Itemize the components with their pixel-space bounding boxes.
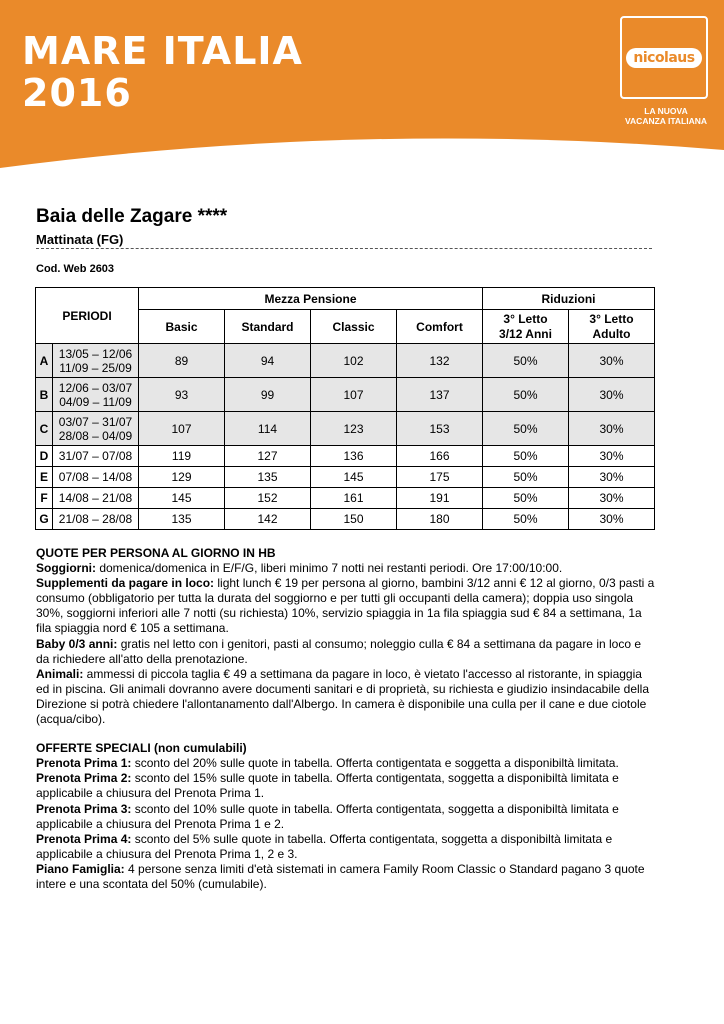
offer-prenota-prima-4: [36, 832, 656, 862]
column-header: Classic: [311, 310, 397, 344]
table-row: [36, 412, 655, 446]
price-cell: 153: [397, 412, 483, 446]
period-range: 28/08 – 04/09: [58, 428, 133, 443]
price-cell: 89: [139, 344, 225, 378]
note-label: Soggiorni:: [36, 561, 96, 576]
offer-label: Piano Famiglia:: [36, 861, 125, 876]
period-dates: [53, 344, 139, 378]
period-letter: D: [36, 446, 53, 467]
period-letter: B: [36, 378, 53, 412]
offer-label: Prenota Prima 3:: [36, 801, 132, 816]
price-cell: 127: [225, 446, 311, 467]
offer-text: sconto del 20% sulle quote in tabella. Offerta contigentata e soggetta a disponibiltà limitata.: [131, 756, 619, 771]
note-label: Supplementi da pagare in loco:: [36, 576, 215, 591]
price-cell: 166: [397, 446, 483, 467]
period-range: 14/08 – 21/08: [58, 491, 133, 505]
note-text: light lunch € 19 per persona al giorno, bambini 3/12 anni € 12 al giorno, 0/3 pasti a consumo (obbligatorio per tutta la durata del soggiorno e per tutti gli occupanti della camera); doppia uso singola 30%, soggiorni inferiori alle 7 notti (su richiesta) 10%, servizio spiaggia in 1a fila spiaggia sud € 84 a settimana, 1a fila spiaggia nord € 105 a settimana.: [36, 576, 655, 636]
offer-prenota-prima-2: [36, 771, 656, 801]
mezza-pensione-header: Mezza Pensione: [139, 288, 483, 310]
table-row: [36, 488, 655, 509]
note-text: domenica/domenica in E/F/G, liberi minimo 7 notti nei restanti periodi. Ore 17:00/10:00.: [96, 561, 563, 576]
price-cell: 135: [225, 467, 311, 488]
price-cell: 132: [397, 344, 483, 378]
period-range: 12/06 – 03/07: [58, 380, 133, 395]
hotel-name: Baia delle Zagare ****: [36, 206, 228, 227]
period-range: 21/08 – 28/08: [58, 512, 133, 526]
table-row: [36, 378, 655, 412]
riduzione-header-line: 3° Letto: [503, 311, 548, 326]
period-dates: [53, 412, 139, 446]
riduzione-cell: 30%: [569, 378, 655, 412]
riduzione-cell: 30%: [569, 509, 655, 530]
period-letter: A: [36, 344, 53, 378]
hotel-location: Mattinata (FG): [36, 232, 124, 247]
logo-tagline-line1: LA NUOVA: [644, 106, 688, 116]
logo-tagline: [620, 106, 712, 126]
price-cell: 136: [311, 446, 397, 467]
period-dates: [53, 446, 139, 467]
price-cell: 191: [397, 488, 483, 509]
dashed-divider: [36, 248, 652, 249]
period-letter: G: [36, 509, 53, 530]
period-range: 13/05 – 12/06: [58, 346, 133, 361]
price-cell: 102: [311, 344, 397, 378]
riduzione-cell: 50%: [483, 412, 569, 446]
price-cell: 180: [397, 509, 483, 530]
web-code: Cod. Web 2603: [36, 263, 115, 275]
price-cell: 129: [139, 467, 225, 488]
offer-text: sconto del 10% sulle quote in tabella. Offerta contigentata, soggetta a disponibiltà limitata e applicabile a chiusura del Prenota Prima 1 e 2.: [36, 801, 619, 831]
note-baby: [36, 637, 656, 667]
header-banner: [0, 0, 724, 190]
period-dates: [53, 488, 139, 509]
price-cell: 150: [311, 509, 397, 530]
notes-section: [36, 546, 656, 892]
price-cell: 107: [139, 412, 225, 446]
section-gap: [36, 727, 656, 741]
note-supplementi: [36, 576, 656, 636]
logo-text: nicolaus: [626, 48, 701, 68]
note-label: Baby 0/3 anni:: [36, 636, 118, 651]
table-row: [36, 509, 655, 530]
riduzione-cell: 50%: [483, 344, 569, 378]
table-row: [36, 344, 655, 378]
banner-title-line2: 2016: [22, 71, 132, 115]
price-cell: 145: [311, 467, 397, 488]
offer-text: 4 persone senza limiti d'età sistemati in camera Family Room Classic o Standard pagano 3 quote intere e una scontata del 50% (cumulabile).: [36, 861, 645, 891]
note-animali: [36, 667, 656, 727]
table-row: [36, 446, 655, 467]
period-range: 07/08 – 14/08: [58, 470, 133, 484]
riduzione-cell: 30%: [569, 344, 655, 378]
riduzione-header-3-12: [483, 310, 569, 344]
note-label: Animali:: [36, 666, 84, 681]
riduzione-cell: 30%: [569, 412, 655, 446]
price-cell: 175: [397, 467, 483, 488]
column-header: Comfort: [397, 310, 483, 344]
period-letter: F: [36, 488, 53, 509]
offer-text: sconto del 15% sulle quote in tabella. Offerta contigentata, soggetta a disponibiltà limitata e applicabile a chiusura del Prenota Prima 1.: [36, 771, 619, 801]
price-cell: 94: [225, 344, 311, 378]
price-cell: 123: [311, 412, 397, 446]
price-cell: 145: [139, 488, 225, 509]
price-cell: 152: [225, 488, 311, 509]
note-text: gratis nel letto con i genitori, pasti al consumo; noleggio culla € 84 a settimana da pagare in loco e da richiedere all'atto della prenotazione.: [36, 636, 642, 666]
riduzione-cell: 50%: [483, 467, 569, 488]
price-table-body: [36, 344, 655, 530]
note-soggiorni: [36, 561, 656, 576]
offer-prenota-prima-3: [36, 802, 656, 832]
period-letter: E: [36, 467, 53, 488]
period-dates: [53, 378, 139, 412]
riduzione-cell: 50%: [483, 509, 569, 530]
period-range: 04/09 – 11/09: [59, 394, 132, 409]
banner-title: [22, 30, 303, 114]
offer-text: sconto del 5% sulle quote in tabella. Offerta contigentata, soggetta a disponibiltà limitata e applicabile a chiusura del Prenota Prima 1, 2 e 3.: [36, 831, 613, 861]
riduzione-cell: 30%: [569, 488, 655, 509]
column-header: Standard: [225, 310, 311, 344]
price-cell: 107: [311, 378, 397, 412]
offerte-heading: OFFERTE SPECIALI (non cumulabili): [36, 741, 247, 756]
price-cell: 142: [225, 509, 311, 530]
price-cell: 99: [225, 378, 311, 412]
nicolaus-logo: [620, 16, 708, 99]
price-table: [35, 287, 655, 530]
note-text: ammessi di piccola taglia € 49 a settimana da pagare in loco, è vietato l'accesso al ristorante, in spiaggia ed in piscina. Gli animali dovranno avere documenti sanitari e di proprietà, su richiesta e giudizio insindacabile della Direzione si potrà chiedere l'allontanamento dall'Albergo. In camera è disponibile una culla per il cane e due ciotole (acqua/cibo).: [36, 666, 650, 727]
offer-label: Prenota Prima 2:: [36, 771, 132, 786]
quote-heading: QUOTE PER PERSONA AL GIORNO IN HB: [36, 546, 276, 560]
column-header: Basic: [139, 310, 225, 344]
riduzione-header-adulto: [569, 310, 655, 344]
riduzione-cell: 50%: [483, 378, 569, 412]
riduzione-cell: 50%: [483, 446, 569, 467]
offer-piano-famiglia: [36, 862, 656, 892]
period-dates: [53, 509, 139, 530]
period-letter: C: [36, 412, 53, 446]
table-row: [36, 467, 655, 488]
banner-title-line1: MARE ITALIA: [22, 29, 303, 73]
price-cell: 161: [311, 488, 397, 509]
price-cell: 114: [225, 412, 311, 446]
riduzioni-header: Riduzioni: [483, 288, 655, 310]
period-range: 11/09 – 25/09: [59, 360, 132, 375]
period-dates: [53, 467, 139, 488]
riduzione-header-line: 3° Letto: [589, 311, 634, 326]
periodi-header: PERIODI: [36, 288, 139, 344]
price-cell: 119: [139, 446, 225, 467]
riduzione-header-line: 3/12 Anni: [499, 326, 552, 341]
offer-prenota-prima-1: [36, 756, 656, 771]
price-cell: 137: [397, 378, 483, 412]
riduzione-cell: 50%: [483, 488, 569, 509]
riduzione-cell: 30%: [569, 467, 655, 488]
price-cell: 93: [139, 378, 225, 412]
offer-label: Prenota Prima 1:: [36, 756, 132, 771]
riduzione-cell: 30%: [569, 446, 655, 467]
logo-tagline-line2: VACANZA ITALIANA: [625, 116, 707, 126]
period-range: 31/07 – 07/08: [58, 449, 133, 463]
period-range: 03/07 – 31/07: [58, 414, 133, 429]
offer-label: Prenota Prima 4:: [36, 831, 132, 846]
price-cell: 135: [139, 509, 225, 530]
riduzione-header-line: Adulto: [592, 326, 631, 341]
